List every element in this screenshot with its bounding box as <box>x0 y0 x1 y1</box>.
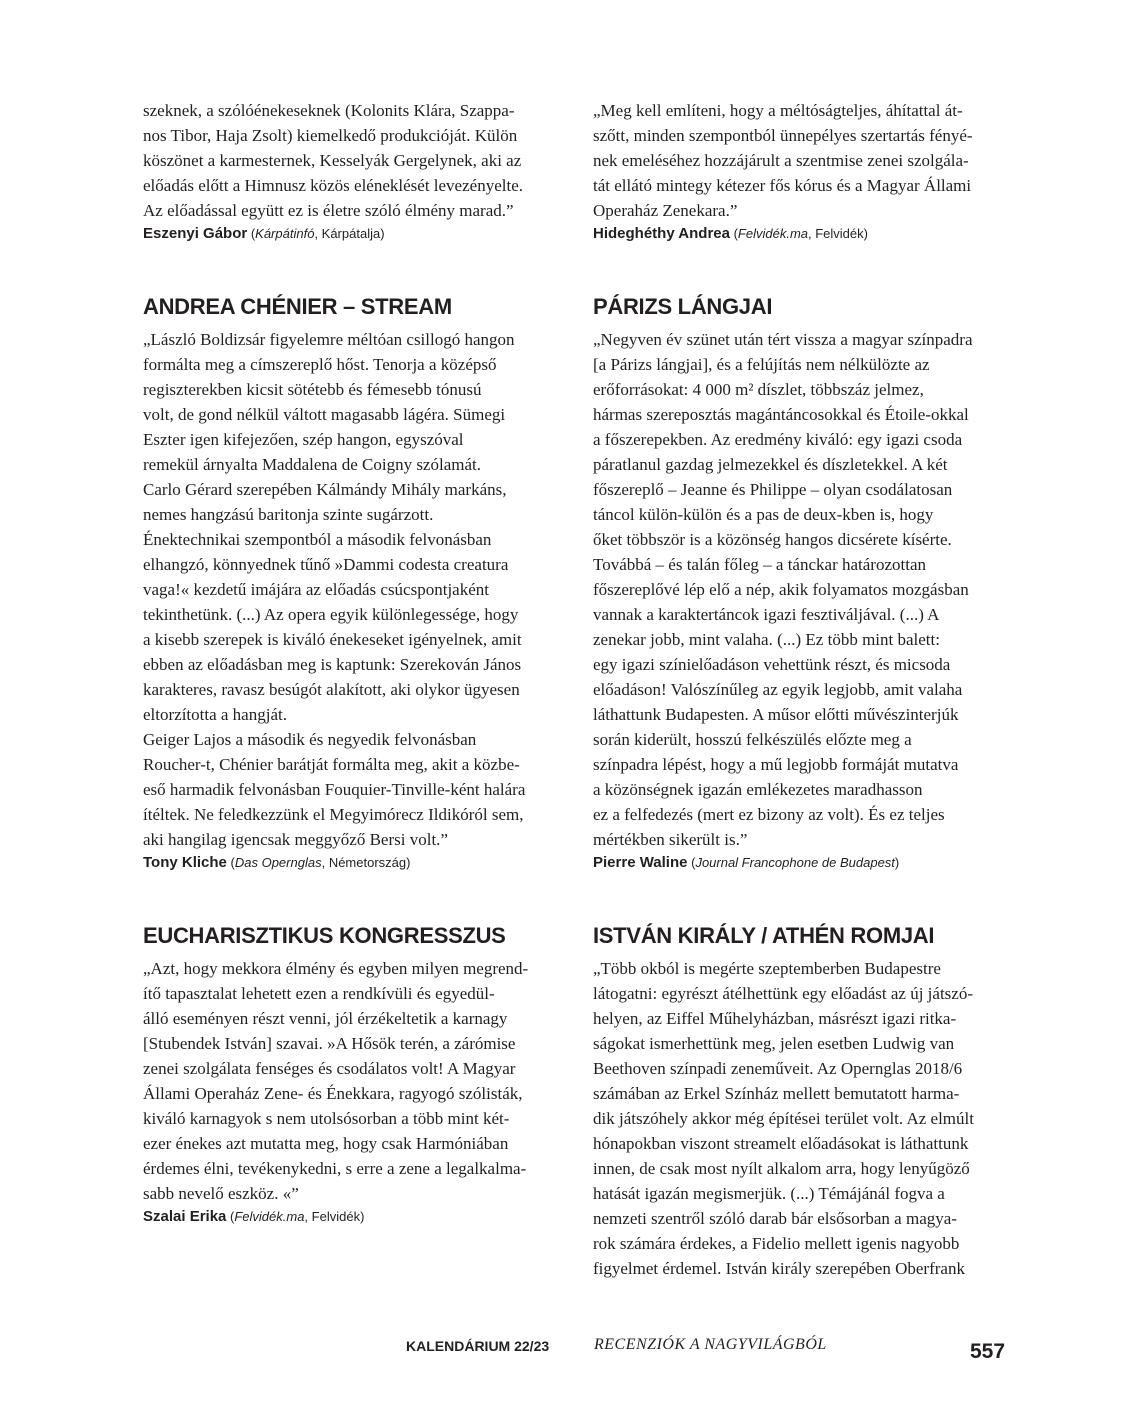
left-column <box>143 98 563 1228</box>
page-number: 557 <box>970 1340 1006 1363</box>
review-attribution: Hideghéthy Andrea (Felvidék.ma, Felvidék) <box>593 225 868 242</box>
author-name: Szalai Erika <box>143 1208 227 1225</box>
section-title: RECENZIÓK A NAGYVILÁGBÓL <box>594 1336 827 1353</box>
source-region: Németország <box>328 855 407 870</box>
review-continuation-right <box>593 98 1015 245</box>
review-text: szeknek, a szólóénekeseknek (Kolonits Klára, Szappa- nos Tibor, Haja Zsolt) kiemelkedő produkcióját. Külön köszönet a karmesternek, Kesselyák Gergelynek, aki az előadás előtt a Himnusz közös eléneklését levezényelte. Az előadással együtt ez is életre szóló élmény marad.” <box>143 101 523 220</box>
author-name: Eszenyi Gábor <box>143 225 248 242</box>
source-name: Kárpátinfó <box>255 226 315 241</box>
review-eucharisztikus-kongresszus <box>143 922 563 1228</box>
review-attribution: Eszenyi Gábor (Kárpátinfó, Kárpátalja) <box>143 225 385 242</box>
source-region: Felvidék <box>311 1209 361 1224</box>
review-attribution: Szalai Erika (Felvidék.ma, Felvidék) <box>143 1208 365 1225</box>
review-title: ANDREA CHÉNIER – STREAM <box>143 294 452 319</box>
author-name: Hideghéthy Andrea <box>593 225 730 242</box>
source-name: Felvidék.ma <box>234 1209 305 1224</box>
right-column <box>593 98 1015 1281</box>
page-footer <box>0 1336 1123 1366</box>
author-name: Tony Kliche <box>143 854 227 871</box>
review-text: „László Boldizsár figyelemre méltóan csillogó hangon formálta meg a címszereplő hőst. Tenorja a középső regiszterekben kicsit sötétebb és fémesebb tónusú volt, de gond nélkül váltott magasabb lágéra. Sümegi Eszter igen kifejezően, szép hangon, egyszóval remekül árnyalta Maddalena de Coigny szólamát. Carlo Gérard szerepében Kálmándy Mihály markáns, nemes hangzású baritonja szinte sugárzott. Énektechnikai szempontból a második felvonásban elhangzó, könnyednek tűnő »Dammi codesta creatura vaga!« kezdetű imájára az előadás csúcspontjaként tekinthetünk. (...) Az opera egyik különlegessége, hogy a kisebb szerepek is kiváló énekeseket igényelnek, amit ebben az előadásban meg is kaptunk: Szerekován János karakteres, ravasz besúgót alakított, aki olykor ügyesen eltorzította a hangját. Geiger Lajos a második és negyedik felvonásban Roucher-t, Chénier barátját formálta meg, akit a közbe- eső harmadik felvonásban Fouquier-Tinville-ként halára ítéltek. Ne feledkezzünk el Megyimórecz Ildikóról sem, aki hangilag igencsak meggyőző Bersi volt.” <box>143 330 526 849</box>
review-title: EUCHARISZTIKUS KONGRESSZUS <box>143 923 506 948</box>
review-istvan-kiraly <box>593 922 1015 1281</box>
review-title: ISTVÁN KIRÁLY / ATHÉN ROMJAI <box>593 923 935 948</box>
source-region: Felvidék <box>815 226 864 241</box>
source-region: Kárpátalja <box>321 226 381 241</box>
review-continuation-left <box>143 98 563 245</box>
magazine-name: KALENDÁRIUM 22/23 <box>406 1338 550 1354</box>
review-attribution: Pierre Waline (Journal Francophone de Budapest) <box>593 854 900 871</box>
review-andrea-chenier <box>143 293 563 874</box>
author-name: Pierre Waline <box>593 854 688 871</box>
source-name: Felvidék.ma <box>737 226 808 241</box>
review-text: „Több okból is megérte szeptemberben Budapestre látogatni: egyrészt átélhettünk egy előadást az új játszó- helyen, az Eiffel Műhelyházban, másrészt igazi ritka- ságokat ismerhettünk meg, jelen esetben Ludwig van Beethoven színpadi zeneműveit. Az Opernglas 2018/6 számában az Erkel Színház mellett bemutatott harma- dik játszóhely akkor még építései terület volt. Az elmúlt hónapokban viszont streamelt előadásokat is láthattunk innen, de csak most nyílt alkalom arra, hogy lenyűgöző hatását igazán megismerjük. (...) Témájánál fogva a nemzeti szentről szóló darab bár elsősorban a magya- rok számára érdekes, a Fidelio mellett igenis nagyobb figyelmet érdemel. István király szerepében Oberfrank <box>593 959 974 1278</box>
review-text: „Meg kell említeni, hogy a méltóságteljes, áhítattal át- szőtt, minden szempontból ünnepélyes szertartás fényé- nek emeléséhez hozzájárult a szentmise zenei szolgála- tát ellátó mintegy kétezer fős kórus és a Magyar Állami Operaház Zenekara.” <box>593 101 973 220</box>
source-name: Journal Francophone de Budapest <box>695 855 895 870</box>
review-text: „Negyven év szünet után tért vissza a magyar színpadra [a Párizs lángjai], és a felújítás nem nélkülözte az erőforrásokat: 4 000 m² díszlet, többszáz jelmez, hármas szereposztás magántáncosokkal és Étoile-okkal a főszerepekben. Az eredmény kiváló: egy igazi csoda páratlanul gazdag jelmezekkel és díszletekkel. A két főszereplő – Jeanne és Philippe – olyan csodálatosan táncol külön-külön és a pas de deux-kben is, hogy őket többször is a közönség hangos dicsérete kísérte. Továbbá – és talán főleg – a tánckar határozottan főszereplővé lép elő a nép, akik folyamatos mozgásban vannak a karaktertáncok igazi fesztiváljával. (...) A zenekar jobb, mint valaha. (...) Ez több mint balett: egy igazi színielőadáson vehettünk részt, és micsoda előadáson! Valószínűleg az egyik legjobb, amit valaha láthattunk Budapesten. A műsor előtti művészinterjúk során kiderült, hosszú felkészülés előzte meg a színpadra lépést, hogy a mű legjobb formáját mutatva a közönségnek igazán emlékezetes maradhasson ez a felfedezés (mert ez bizony az volt). És ez teljes mértékben sikerült is.” <box>593 330 973 849</box>
source-name: Das Opernglas <box>234 855 322 870</box>
review-parizs-langjai <box>593 293 1015 874</box>
review-text: „Azt, hogy mekkora élmény és egyben milyen megrend- ítő tapasztalat lehetett ezen a rendkívüli és egyedül- álló eseményen részt venni, jól érzékeltetik a karnagy [Stubendek István] szavai. »A Hősök terén, a zárómise zenei szolgálata fenséges és csodálatos volt! A Magyar Állami Operaház Zene- és Énekkara, ragyogó szólisták, kiváló karnagyok s nem utolsósorban a több mint két- ezer énekes azt mutatta meg, hogy csak Harmóniában érdemes élni, tevékenykedni, s erre a zene a legalkalma- sabb nevelő eszköz. «” <box>143 959 529 1203</box>
review-title: PÁRIZS LÁNGJAI <box>593 294 773 319</box>
review-attribution: Tony Kliche (Das Opernglas, Németország) <box>143 854 411 871</box>
